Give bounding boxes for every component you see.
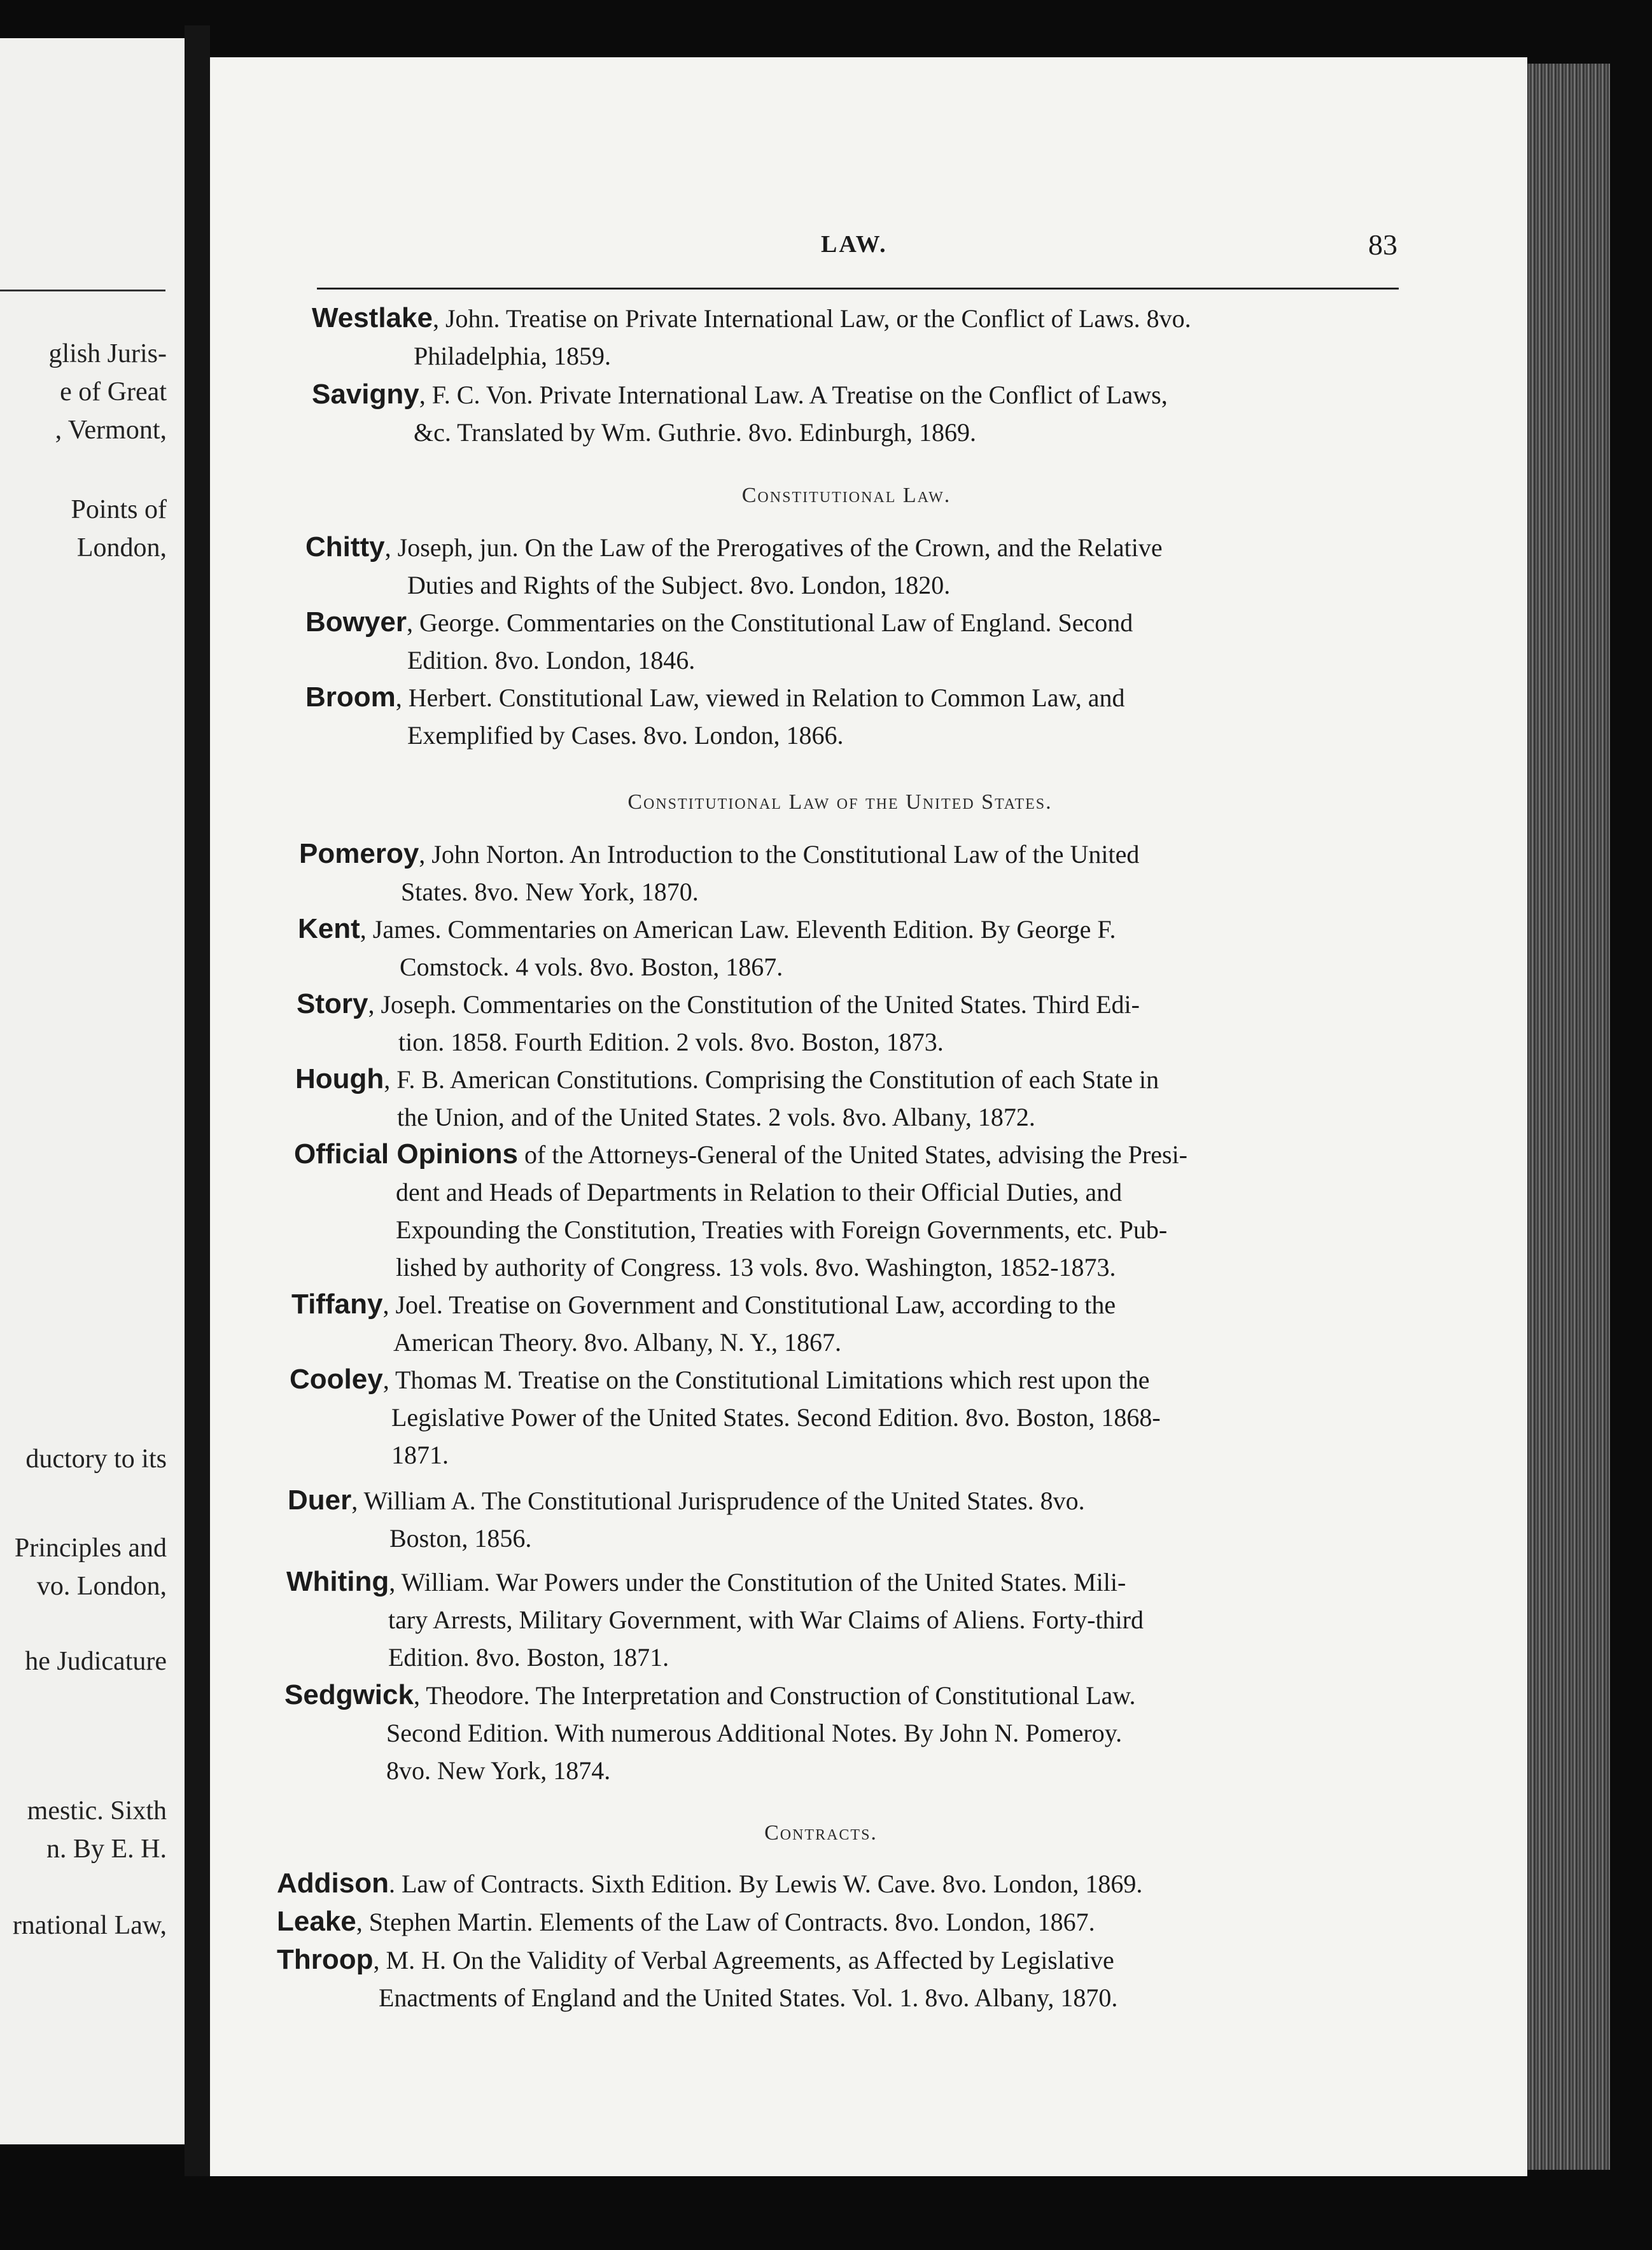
entry-author: Leake — [277, 1906, 356, 1937]
entry-text: &c. Translated by Wm. Guthrie. 8vo. Edinburgh, 1869. — [414, 418, 977, 447]
book-gutter — [185, 25, 210, 2176]
entry-text: , M. H. On the Validity of Verbal Agreements, as Affected by Legislative — [373, 1946, 1114, 1974]
page-number: 83 — [1368, 228, 1397, 261]
entry-author: Addison — [277, 1868, 389, 1899]
entry-text: , F. B. American Constitutions. Comprising the Constitution of each State in — [384, 1065, 1159, 1094]
entry-author: Whiting — [286, 1566, 389, 1597]
entry-text: dent and Heads of Departments in Relation to their Official Duties, and — [396, 1178, 1123, 1206]
entry-text: American Theory. 8vo. Albany, N. Y., 1867. — [393, 1328, 841, 1357]
entry-text: Second Edition. With numerous Additional Notes. By John N. Pomeroy. — [386, 1719, 1123, 1747]
entry-text: , Joel. Treatise on Government and Constitutional Law, according to the — [382, 1290, 1116, 1319]
entry-text: Boston, 1856. — [389, 1524, 532, 1553]
entry-text: tion. 1858. Fourth Edition. 2 vols. 8vo. Boston, 1873. — [398, 1028, 944, 1056]
bibliography-entry — [277, 1903, 1359, 1941]
entry-text: Philadelphia, 1859. — [414, 342, 611, 370]
bibliography-entry — [291, 1285, 1373, 1361]
entry-author: Hough — [295, 1063, 384, 1094]
entry-text: Exemplified by Cases. 8vo. London, 1866. — [407, 721, 844, 750]
bibliography-entry — [294, 1135, 1376, 1286]
entry-author: Kent — [298, 913, 360, 944]
bibliography-entry — [299, 835, 1381, 911]
facing-text: he Judicature — [25, 1647, 167, 1676]
facing-text: e of Great — [60, 377, 167, 407]
facing-text: London, — [76, 533, 167, 562]
entry-text: , Joseph. Commentaries on the Constitution of the United States. Third Edi- — [368, 990, 1140, 1019]
entry-text: , Joseph, jun. On the Law of the Prerogatives of the Crown, and the Relative — [384, 533, 1163, 562]
entry-text: 1871. — [391, 1441, 449, 1469]
facing-text: glish Juris- — [48, 339, 167, 368]
entry-text: , Thomas M. Treatise on the Constitutional Limitations which rest upon the — [382, 1366, 1150, 1394]
entry-author: Official Opinions — [294, 1138, 519, 1170]
entry-author: Throop — [277, 1944, 374, 1975]
entry-text: , James. Commentaries on American Law. Eleventh Edition. By George F. — [360, 915, 1116, 944]
bibliography-entry — [288, 1481, 1369, 1557]
facing-text: rnational Law, — [12, 1911, 167, 1940]
entry-text: Expounding the Constitution, Treaties with Foreign Governments, etc. Pub- — [396, 1215, 1168, 1244]
bibliography-entry — [277, 1941, 1359, 2016]
facing-text: , Vermont, — [55, 416, 167, 445]
facing-text: Points of — [71, 495, 167, 524]
entry-text: the Union, and of the United States. 2 vols. 8vo. Albany, 1872. — [397, 1103, 1035, 1131]
running-head: LAW. — [821, 231, 888, 258]
section-heading: Constitutional Law of the United States. — [627, 790, 1053, 814]
bibliography-entry — [284, 1676, 1366, 1789]
entry-author: Pomeroy — [299, 838, 419, 869]
entry-text: lished by authority of Congress. 13 vols. 8vo. Washington, 1852-1873. — [396, 1253, 1116, 1282]
entry-text: , William. War Powers under the Constitution of the United States. Mili- — [389, 1568, 1126, 1597]
bibliography-entry — [286, 1563, 1368, 1676]
facing-text: n. By E. H. — [46, 1834, 167, 1864]
entry-text: , Stephen Martin. Elements of the Law of Contracts. 8vo. London, 1867. — [356, 1908, 1095, 1936]
entry-text: Edition. 8vo. Boston, 1871. — [388, 1643, 669, 1672]
facing-text: vo. London, — [36, 1572, 167, 1601]
page-edges — [1527, 64, 1610, 2170]
entry-author: Savigny — [312, 379, 419, 410]
bibliography-entry — [297, 985, 1378, 1061]
entry-text: . Law of Contracts. Sixth Edition. By Lewis W. Cave. 8vo. London, 1869. — [388, 1869, 1143, 1898]
entry-text: , William A. The Constitutional Jurisprudence of the United States. 8vo. — [351, 1486, 1085, 1515]
bibliography-entry — [312, 375, 1394, 451]
entry-author: Broom — [305, 681, 396, 713]
entry-text: , George. Commentaries on the Constitutional Law of England. Second — [406, 608, 1133, 637]
entry-text: , F. C. Von. Private International Law. A Treatise on the Conflict of Laws, — [419, 381, 1168, 409]
header-rule — [317, 288, 1399, 290]
entry-text: Legislative Power of the United States. Second Edition. 8vo. Boston, 1868- — [391, 1403, 1161, 1432]
entry-author: Chitty — [305, 531, 385, 562]
bibliography-entry — [277, 1864, 1359, 1903]
section-heading: Constitutional Law. — [741, 484, 951, 507]
facing-text: Principles and — [14, 1534, 167, 1563]
entry-author: Story — [297, 988, 368, 1019]
bibliography-entry — [295, 1060, 1377, 1136]
bibliography-entry — [305, 678, 1387, 754]
entry-author: Cooley — [290, 1364, 383, 1395]
entry-text: tary Arrests, Military Government, with War Claims of Aliens. Forty-third — [388, 1605, 1144, 1634]
entry-author: Duer — [288, 1485, 352, 1516]
entry-author: Westlake — [312, 302, 433, 333]
facing-page-fragment — [0, 38, 186, 2144]
entry-text: of the Attorneys-General of the United States, advising the Presi- — [518, 1140, 1188, 1169]
bibliography-entry — [305, 603, 1387, 679]
facing-page-rule — [0, 290, 165, 291]
entry-text: Duties and Rights of the Subject. 8vo. London, 1820. — [407, 571, 951, 599]
entry-text: Edition. 8vo. London, 1846. — [407, 646, 696, 674]
entry-text: , Herbert. Constitutional Law, viewed in Relation to Common Law, and — [395, 683, 1125, 712]
bibliography-entry — [290, 1360, 1371, 1474]
entry-text: 8vo. New York, 1874. — [386, 1756, 611, 1785]
bibliography-entry — [305, 528, 1387, 604]
bibliography-entry — [312, 299, 1394, 375]
section-heading: Contracts. — [764, 1821, 878, 1845]
entry-text: , Theodore. The Interpretation and Construction of Constitutional Law. — [413, 1681, 1136, 1710]
entry-author: Bowyer — [305, 606, 407, 638]
entry-text: , John Norton. An Introduction to the Constitutional Law of the United — [419, 840, 1140, 869]
facing-text: mestic. Sixth — [27, 1796, 167, 1826]
entry-text: Comstock. 4 vols. 8vo. Boston, 1867. — [400, 953, 783, 981]
entry-text: States. 8vo. New York, 1870. — [401, 877, 699, 906]
facing-text: ductory to its — [25, 1444, 167, 1474]
entry-text: Enactments of England and the United States. Vol. 1. 8vo. Albany, 1870. — [379, 1983, 1118, 2012]
bibliography-entry — [298, 910, 1380, 986]
entry-text: , John. Treatise on Private International Law, or the Conflict of Laws. 8vo. — [432, 304, 1191, 333]
entry-author: Tiffany — [291, 1289, 383, 1320]
entry-author: Sedgwick — [284, 1679, 414, 1710]
